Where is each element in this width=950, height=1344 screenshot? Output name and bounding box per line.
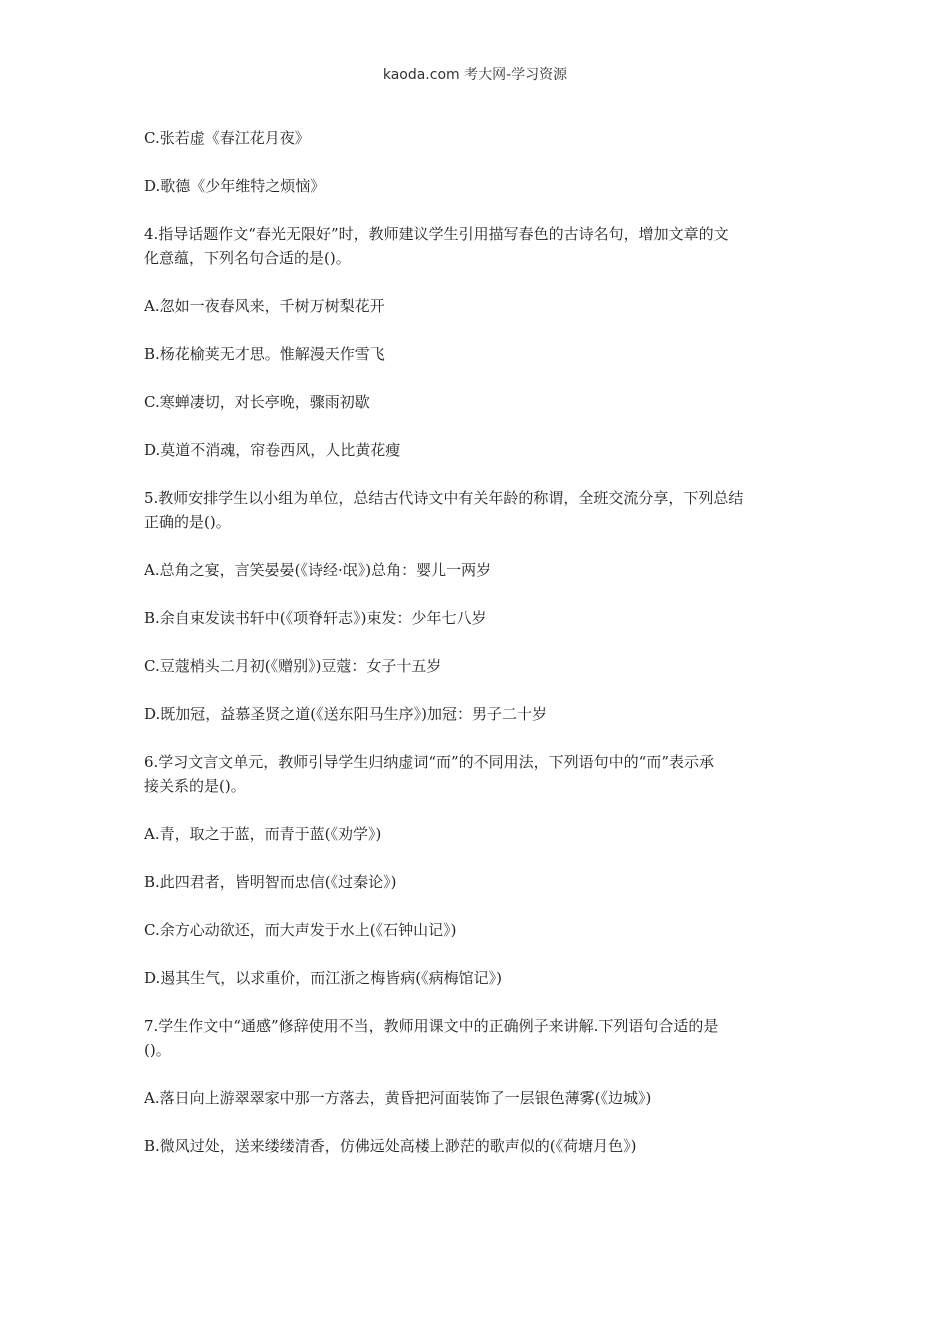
document-body — [144, 126, 810, 1182]
question-line: 6.学习文言文单元，教师引导学生归纳虚词“而”的不同用法，下列语句中的“而”表示承 — [144, 753, 714, 771]
option-b-q5: B.余自束发读书轩中(《项脊轩志》)束发：少年七八岁 — [144, 609, 487, 627]
question-line: 7.学生作文中“通感”修辞使用不当，教师用课文中的正确例子来讲解.下列语句合适的是 — [144, 1017, 719, 1035]
option-d-q6: D.遏其生气，以求重价，而江浙之梅皆病(《病梅馆记》) — [144, 969, 502, 987]
option-d-q5: D.既加冠，益慕圣贤之道(《送东阳马生序》)加冠：男子二十岁 — [144, 705, 547, 723]
question-line: 化意蕴，下列名句合适的是()。 — [144, 249, 351, 267]
option-a-q7: A.落日向上游翠翠家中那一方落去，黄昏把河面装饰了一层银色薄雾(《边城》) — [144, 1089, 652, 1107]
question-line: 5.教师安排学生以小组为单位，总结古代诗文中有关年龄的称谓，全班交流分享，下列总结 — [144, 489, 744, 507]
option-d-q4: D.莫道不消魂，帘卷西风，人比黄花瘦 — [144, 441, 401, 459]
option-c-q5: C.豆蔻梢头二月初(《赠别》)豆蔻：女子十五岁 — [144, 657, 442, 675]
question-6 — [144, 750, 810, 798]
option-b-q7: B.微风过处，送来缕缕清香，仿佛远处高楼上渺茫的歌声似的(《荷塘月色》) — [144, 1137, 637, 1155]
question-line: ()。 — [144, 1041, 171, 1059]
option-b-q6: B.此四君者，皆明智而忠信(《过秦论》) — [144, 873, 397, 891]
question-line: 4.指导话题作文“春光无限好”时，教师建议学生引用描写春色的古诗名句，增加文章的文 — [144, 225, 729, 243]
option-c-q4: C.寒蝉凄切，对长亭晚，骤雨初歇 — [144, 393, 370, 411]
page-header: kaoda.com 考大网-学习资源 — [382, 67, 568, 83]
option-a-q5: A.总角之宴，言笑晏晏(《诗经·氓》)总角：婴儿一两岁 — [144, 561, 492, 579]
option-b-q4: B.杨花榆荚无才思。惟解漫天作雪飞 — [144, 345, 385, 363]
option-a-q6: A.青，取之于蓝，而青于蓝(《劝学》) — [144, 825, 382, 843]
question-line: 接关系的是()。 — [144, 777, 246, 795]
option-c-q3: C.张若虚《春江花月夜》 — [144, 129, 310, 147]
question-5 — [144, 486, 810, 534]
option-c-q6: C.余方心动欲还，而大声发于水上(《石钟山记》) — [144, 921, 457, 939]
option-d-q3: D.歌德《少年维特之烦恼》 — [144, 177, 326, 195]
question-4 — [144, 222, 810, 270]
option-a-q4: A.忽如一夜春风来，千树万树梨花开 — [144, 297, 385, 315]
question-line: 正确的是()。 — [144, 513, 231, 531]
question-7 — [144, 1014, 810, 1062]
